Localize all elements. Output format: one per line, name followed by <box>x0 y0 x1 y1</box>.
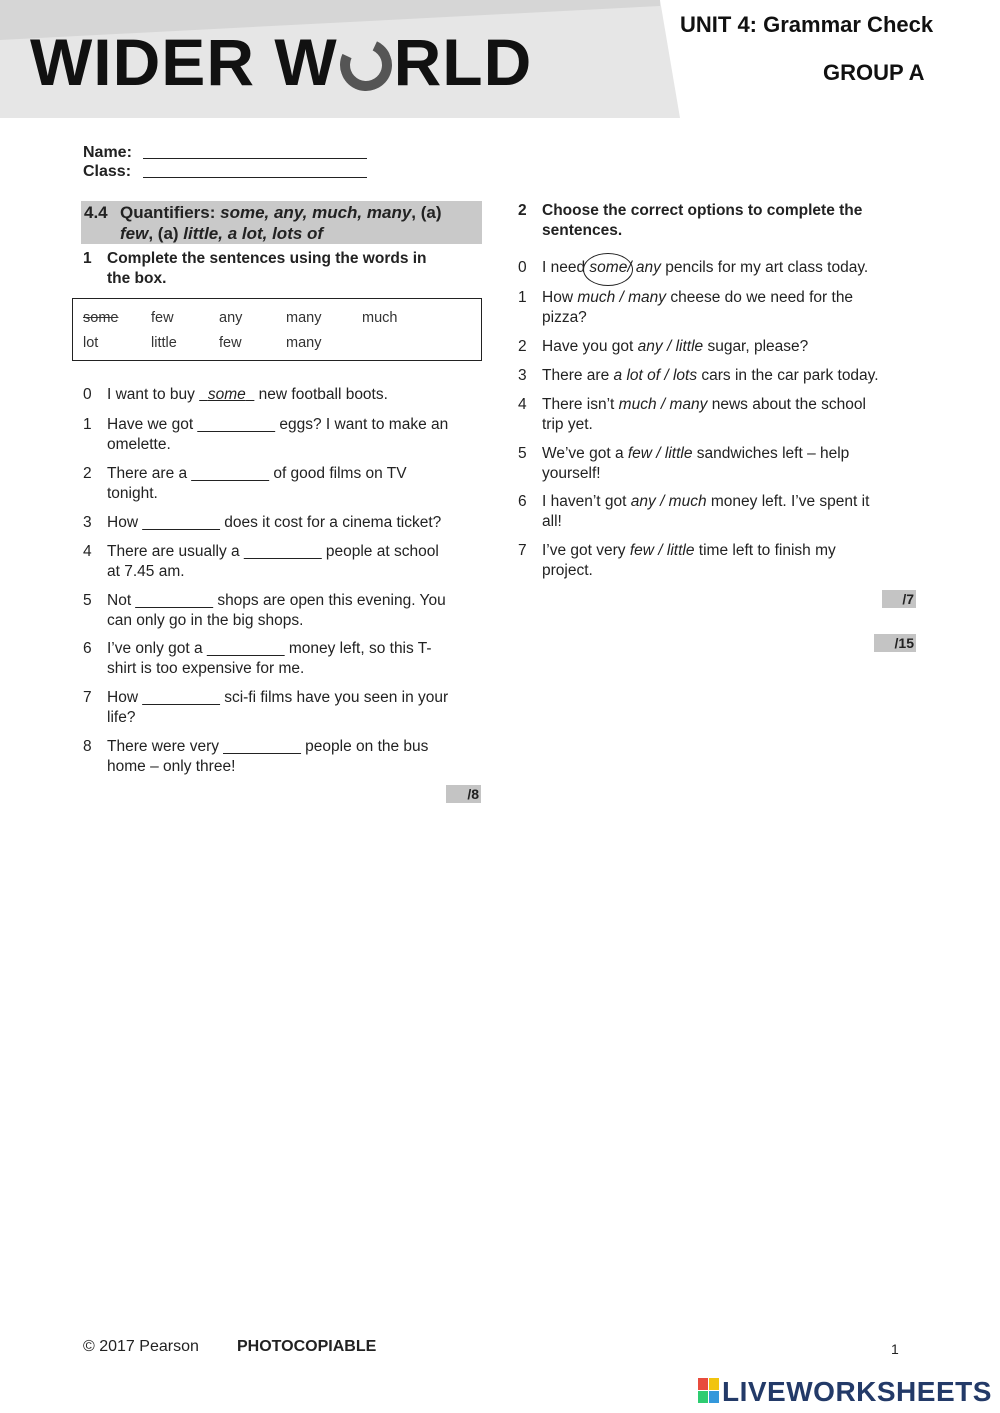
item-text <box>542 366 879 386</box>
option-choice[interactable]: any / much <box>630 493 707 510</box>
section-header <box>81 201 482 244</box>
ex1-item-0 <box>83 385 483 405</box>
item-text-post: sandwiches left – help <box>692 445 850 462</box>
item-number: 7 <box>83 689 92 706</box>
ex2-item-3[interactable] <box>518 366 918 386</box>
item-number: 2 <box>83 465 92 482</box>
item-line2: pizza? <box>542 308 587 326</box>
item-text[interactable] <box>107 591 446 630</box>
item-text-post: cars in the car park today. <box>697 367 879 384</box>
item-text[interactable] <box>107 464 407 503</box>
item-number: 6 <box>518 493 527 510</box>
exercise1-score: /8 <box>446 785 481 803</box>
ex1-item-4[interactable] <box>83 542 483 582</box>
word-box <box>72 298 482 361</box>
ex1-item-5[interactable] <box>83 591 483 631</box>
item-text[interactable] <box>107 639 432 678</box>
section-title-mid: , (a) <box>148 224 184 243</box>
item-line2: at 7.45 am. <box>107 562 185 580</box>
item-line2: all! <box>542 512 562 530</box>
ex1-item-1[interactable] <box>83 415 483 455</box>
exercise1-text-line1: Complete the sentences using the words in <box>107 250 427 267</box>
exercise1-text <box>107 249 427 289</box>
word-box-word: little <box>151 335 177 351</box>
option-choice[interactable]: a lot of / lots <box>613 367 698 384</box>
item-text-post: news about the school <box>707 396 866 413</box>
option-choice[interactable]: few / little <box>629 542 695 559</box>
item-text-pre: I want to buy <box>107 386 200 403</box>
photocopiable-label: PHOTOCOPIABLE <box>237 1338 377 1355</box>
section-title-few: few <box>120 224 149 243</box>
option-choice[interactable]: few / little <box>627 445 693 462</box>
item-text-pre: There isn’t <box>542 396 619 413</box>
class-field[interactable] <box>83 163 131 181</box>
name-field[interactable] <box>83 144 132 162</box>
item-text <box>542 258 868 278</box>
item-line1[interactable]: There were very _________ people on the bus <box>107 738 429 755</box>
item-number: 0 <box>83 386 92 403</box>
ex2-item-2[interactable] <box>518 337 918 357</box>
item-line1[interactable]: There are usually a _________ people at school <box>107 543 439 560</box>
item-number: 3 <box>518 367 527 384</box>
liveworksheets-watermark <box>698 1376 992 1408</box>
item-text <box>542 444 849 483</box>
option-choice[interactable]: much / many <box>577 289 667 306</box>
class-line[interactable] <box>143 177 367 178</box>
ex2-item-1[interactable] <box>518 288 918 328</box>
word-box-word: some <box>83 310 119 326</box>
item-text-post: new football boots. <box>254 386 388 403</box>
exercise2-text-line2: sentences. <box>542 222 623 239</box>
unit-title: UNIT 4: Grammar Check <box>680 12 934 37</box>
exercise2-text <box>542 201 862 241</box>
ex1-item-6[interactable] <box>83 639 483 679</box>
total-score: /15 <box>874 634 916 652</box>
item-text <box>542 395 866 434</box>
item-number: 5 <box>83 592 92 609</box>
item-number: 5 <box>518 445 527 462</box>
circled-answer: some <box>589 259 628 276</box>
item-number: 4 <box>83 543 92 560</box>
name-line[interactable] <box>143 158 367 159</box>
item-text[interactable]: How _________ does it cost for a cinema ticket? <box>107 514 442 531</box>
item-text-pre: I’ve got very <box>542 542 630 559</box>
item-number: 3 <box>83 514 92 531</box>
item-line1[interactable]: How _________ sci-fi films have you seen in your <box>107 689 449 706</box>
item-line2: shirt is too expensive for me. <box>107 659 305 677</box>
item-text-post: cheese do we need for the <box>666 289 854 306</box>
exercise2-number: 2 <box>518 202 527 219</box>
option-choice[interactable]: any / little <box>637 338 704 355</box>
page-number: 1 <box>891 1341 899 1357</box>
exercise1-instruction <box>83 249 483 291</box>
option-alt: / any <box>627 259 661 276</box>
item-line2: omelette. <box>107 435 171 453</box>
item-line2: project. <box>542 561 593 579</box>
liveworksheets-logo-icon <box>698 1378 720 1404</box>
item-text-pre: How <box>542 289 578 306</box>
example-answer <box>199 386 254 403</box>
logo-text-right: RLD <box>393 25 533 99</box>
word-box-word: any <box>219 310 243 326</box>
item-text[interactable] <box>107 542 439 581</box>
section-title-rest: little, a lot, lots of <box>183 224 324 243</box>
item-number: 0 <box>518 259 527 276</box>
item-text[interactable] <box>107 415 448 454</box>
item-number: 2 <box>518 338 527 355</box>
item-text <box>542 288 853 327</box>
liveworksheets-text: LIVEWORKSHEETS <box>722 1376 992 1407</box>
item-number: 4 <box>518 396 527 413</box>
section-title-suffix: , (a) <box>411 203 442 222</box>
option-choice[interactable]: much / many <box>618 396 708 413</box>
word-box-word: much <box>362 310 398 326</box>
word-box-word: few <box>219 335 242 351</box>
item-text-post: sugar, please? <box>703 338 809 355</box>
item-line1[interactable]: I’ve only got a _________ money left, so this T- <box>107 640 432 657</box>
item-line2: life? <box>107 708 136 726</box>
item-text-pre: I haven’t got <box>542 493 631 510</box>
ex1-item-3[interactable] <box>83 513 483 533</box>
exercise1-text-line2: the box. <box>107 270 167 287</box>
item-text <box>542 541 836 580</box>
item-text[interactable] <box>107 688 448 727</box>
item-text-pre: Have you got <box>542 338 638 355</box>
exercise2-text-line1: Choose the correct options to complete the <box>542 202 863 219</box>
item-number: 1 <box>518 289 527 306</box>
wider-world-logo <box>30 22 532 102</box>
item-line1[interactable]: Not _________ shops are open this evening. You <box>107 592 446 609</box>
item-text <box>107 385 388 405</box>
copyright: © 2017 Pearson <box>83 1338 199 1355</box>
item-text-post: money left. I’ve spent it <box>706 493 870 510</box>
exercise1-number: 1 <box>83 250 92 267</box>
section-title-prefix: Quantifiers: <box>120 203 221 222</box>
word-box-word: many <box>286 310 322 326</box>
item-number: 1 <box>83 416 92 433</box>
item-line1[interactable]: Have we got _________ eggs? I want to make an <box>107 416 449 433</box>
class-label: Class: <box>83 163 132 180</box>
word-box-word: few <box>151 310 174 326</box>
item-number: 8 <box>83 738 92 755</box>
section-number: 4.4 <box>84 203 108 222</box>
ex2-item-4[interactable] <box>518 395 918 435</box>
group-label: GROUP A <box>823 60 925 85</box>
item-line2: yourself! <box>542 464 601 482</box>
item-line2: home – only three! <box>107 757 236 775</box>
word-box-word: many <box>286 335 322 351</box>
item-number: 7 <box>518 542 527 559</box>
item-text <box>542 337 808 357</box>
item-text[interactable] <box>107 737 428 776</box>
ex1-item-8[interactable] <box>83 737 483 777</box>
logo-text-left: WIDER W <box>30 25 338 99</box>
word-box-word: lot <box>83 335 99 351</box>
section-title-italic: some, any, much, many <box>220 203 412 222</box>
name-label: Name: <box>83 144 132 161</box>
ex2-item-5[interactable] <box>518 444 918 484</box>
item-line1[interactable]: There are a _________ of good films on TV <box>107 465 407 482</box>
ex1-item-7[interactable] <box>83 688 483 728</box>
logo-ring-icon <box>332 32 399 99</box>
item-text-pre: I need <box>542 259 590 276</box>
ex2-item-7[interactable] <box>518 541 918 581</box>
item-line2: tonight. <box>107 484 158 502</box>
ex2-item-0 <box>518 258 918 278</box>
exercise2-instruction <box>518 201 918 243</box>
ex2-item-6[interactable] <box>518 492 918 532</box>
item-text-pre: There are <box>542 367 614 384</box>
item-line2: can only go in the big shops. <box>107 611 304 629</box>
ex1-item-2[interactable] <box>83 464 483 504</box>
example-answer-word: some <box>207 386 246 403</box>
item-text-pre: We’ve got a <box>542 445 628 462</box>
exercise2-score: /7 <box>882 590 916 608</box>
item-number: 6 <box>83 640 92 657</box>
item-text <box>542 492 869 531</box>
item-text-post: pencils for my art class today. <box>660 259 869 276</box>
item-text-post: time left to finish my <box>694 542 836 559</box>
item-line2: trip yet. <box>542 415 593 433</box>
